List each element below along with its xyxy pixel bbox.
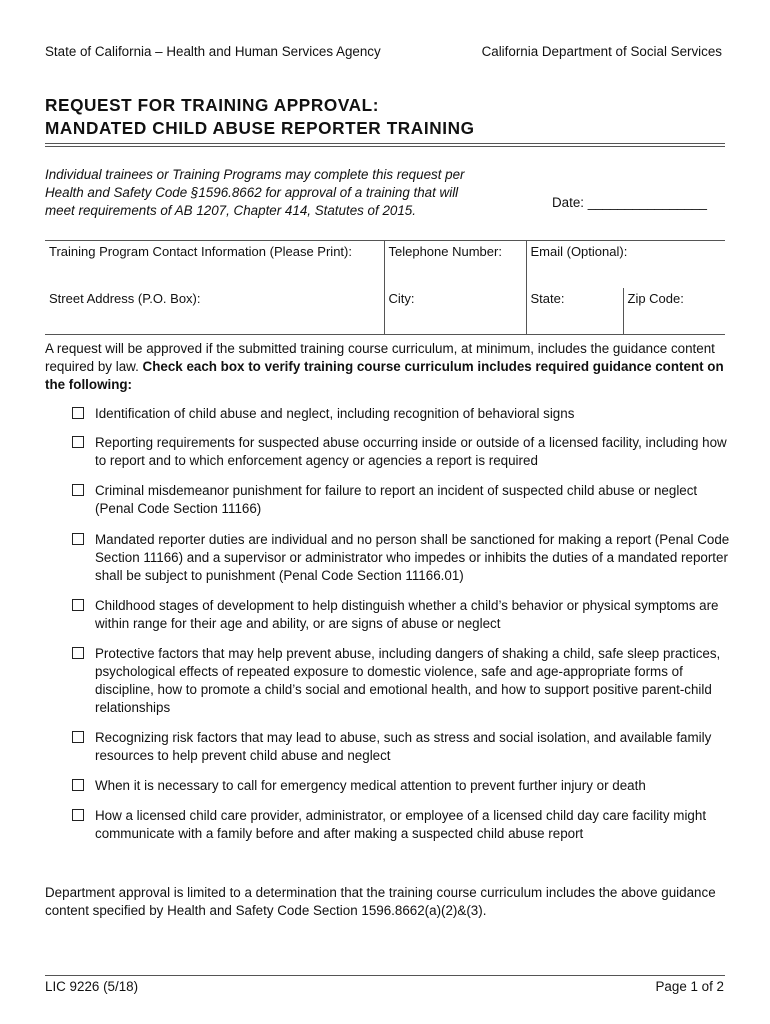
date-blank[interactable]: ________________ [587,195,707,210]
checklist-item [72,405,732,423]
checkbox[interactable] [72,484,84,496]
lead-text: A request will be approved if the submitted training course curriculum, at minimum, includes the guidance content required by law. [45,341,715,374]
program-contact-field[interactable] [45,241,384,288]
zip-field[interactable] [623,288,725,335]
email-label: Email (Optional): [530,244,628,259]
contact-row-2 [45,288,725,335]
city-field[interactable] [384,288,526,335]
curriculum-checklist [72,405,732,843]
program-contact-label: Training Program Contact Information (Please Print): [49,244,352,259]
title-divider-bottom [45,146,725,147]
checklist-item-text: Protective factors that may help prevent abuse, including dangers of shaking a child, safe sleep practices, psychological effects of repeated exposure to domestic violence, safe and age-appropriate forms of discipline, how to promote a child’s social and emotional health, and how to support positive parent-child relationships [95,646,721,715]
zip-label: Zip Code: [627,290,684,306]
state-label: State: [530,290,565,306]
date-label: Date: [552,195,585,210]
form-title-line-2: MANDATED CHILD ABUSE REPORTER TRAINING [45,118,475,138]
checklist-item-text: Criminal misdemeanor punishment for failure to report an incident of suspected child abuse or neglect (Penal Code Section 11166) [95,483,698,516]
email-field[interactable] [526,241,725,288]
checklist-item-text: Reporting requirements for suspected abuse occurring inside or outside of a licensed facility, including how to report and to which enforcement agency or agencies a report is required [95,435,727,468]
page-number: Page 1 of 2 [655,979,724,994]
checklist-item-text: When it is necessary to call for emergency medical attention to prevent further injury or death [95,778,646,793]
lead-paragraph [45,340,735,394]
checklist-item [72,777,732,795]
contact-info-table [45,240,725,335]
telephone-field[interactable] [384,241,526,288]
checkbox[interactable] [72,533,84,545]
checkbox[interactable] [72,809,84,821]
checkbox[interactable] [72,407,84,419]
telephone-label: Telephone Number: [388,244,502,259]
checkbox[interactable] [72,599,84,611]
footer-divider [45,975,725,976]
checklist-item-text: Identification of child abuse and neglect, including recognition of behavioral signs [95,406,575,421]
checklist-item [72,597,732,633]
contact-row-1 [45,241,725,288]
state-field[interactable] [526,288,623,335]
checklist-item-text: How a licensed child care provider, administrator, or employee of a licensed child day care facility might communicate with a family before and after making a suspected child abuse report [95,808,707,841]
form-title-line-1: REQUEST FOR TRAINING APPROVAL: [45,95,380,115]
form-title [45,94,725,140]
street-label: Street Address (P.O. Box): [49,290,201,306]
checklist-item-text: Childhood stages of development to help distinguish whether a child’s behavior or physical symptoms are within range for their age and ability, or are signs of abuse or neglect [95,598,719,631]
title-divider-top [45,143,725,144]
date-field[interactable] [552,195,707,210]
checkbox[interactable] [72,779,84,791]
checklist-item-text: Mandated reporter duties are individual and no person shall be sanctioned for making a report (Penal Code Section 11166) and a supervisor or administrator who impedes or inhibits the duties of a mandated reporter shall be subject to punishment (Penal Code Section 11166.01) [95,532,730,583]
agency-name: State of California – Health and Human Services Agency [45,44,381,59]
checkbox[interactable] [72,647,84,659]
city-label: City: [388,290,415,306]
checklist-item [72,807,732,843]
intro-text: Individual trainees or Training Programs may complete this request per Health and Safety Code §1596.8662 for approval of a training that will meet requirements of AB 1207, Chapter 414, Statutes of 2015. [45,167,465,218]
checkbox[interactable] [72,436,84,448]
street-field[interactable] [45,288,384,335]
checkbox[interactable] [72,731,84,743]
checklist-item [72,482,732,518]
checklist-item [72,531,732,585]
checklist-item [72,729,732,765]
closing-paragraph: Department approval is limited to a determination that the training course curriculum includes the above guidance content specified by Health and Safety Code Section 1596.8662(a)(2)&(3). [45,885,716,918]
checklist-item [72,645,732,717]
form-number: LIC 9226 (5/18) [45,979,139,994]
lead-bold-text: Check each box to verify training course curriculum includes required guidance content on the following: [45,359,724,392]
checklist-item [72,434,732,470]
department-name: California Department of Social Services [481,44,722,59]
checklist-item-text: Recognizing risk factors that may lead to abuse, such as stress and social isolation, and available family resources to help prevent child abuse and neglect [95,730,712,763]
